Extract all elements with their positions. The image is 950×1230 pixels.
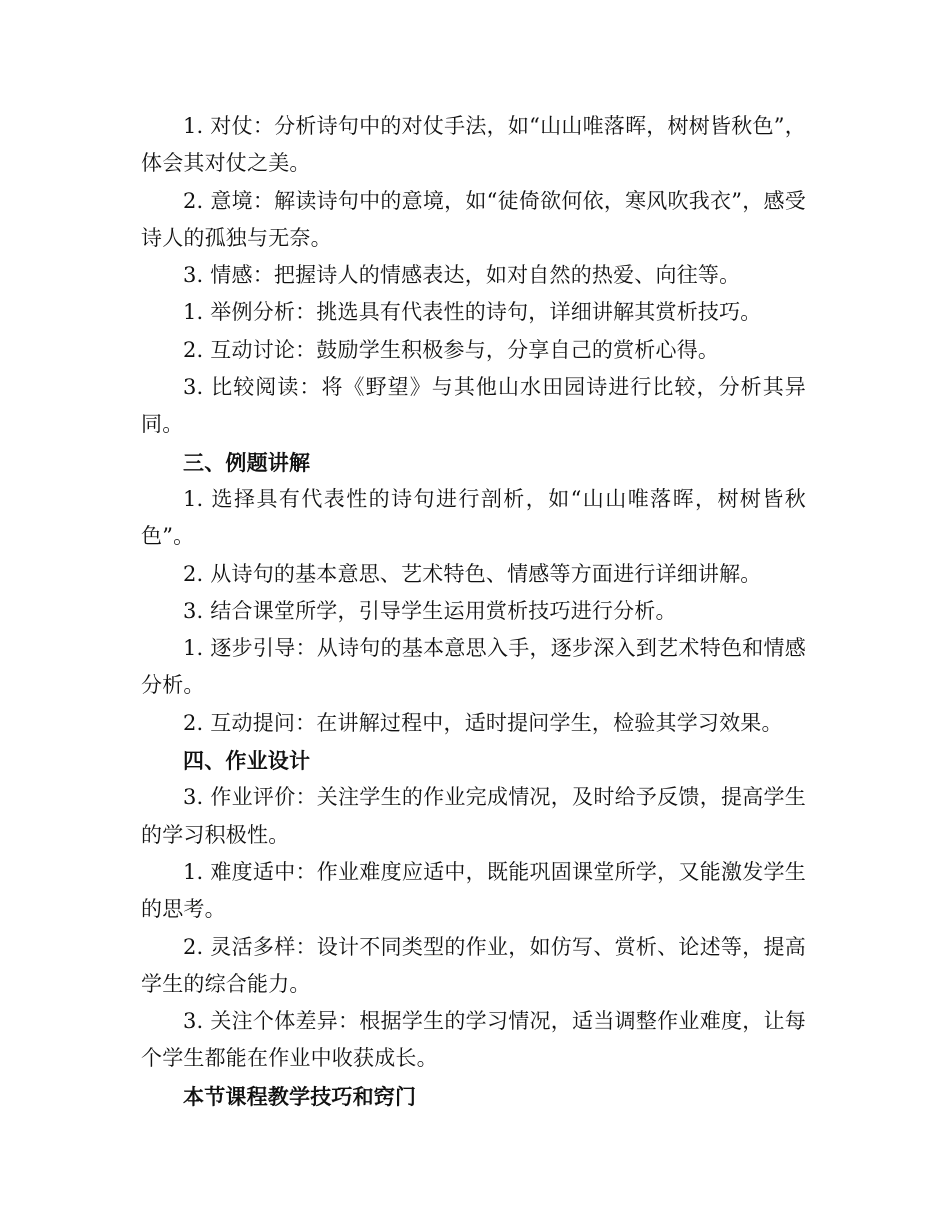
paragraph-interactive-questions: 2. 互动提问：在讲解过程中，适时提问学生，检验其学习效果。 bbox=[183, 710, 783, 735]
paragraph-step-guidance: 1. 逐步引导：从诗句的基本意思入手，逐步深入到艺术特色和情感分析。 bbox=[141, 636, 806, 698]
paragraph-comparative-reading: 3. 比较阅读：将《野望》与其他山水田园诗进行比较，分析其异同。 bbox=[141, 375, 806, 437]
paragraph-homework-evaluation: 3. 作业评价：关注学生的作业完成情况，及时给予反馈，提高学生的学习积极性。 bbox=[141, 785, 806, 847]
paragraph-detailed-explanation: 2. 从诗句的基本意思、艺术特色、情感等方面进行详细讲解。 bbox=[183, 561, 762, 586]
paragraph-duizhang: 1. 对仗：分析诗句中的对仗手法，如“山山唯落晖，树树皆秋色”，体会其对仗之美。 bbox=[141, 114, 806, 176]
paragraph-individual-differences: 3. 关注个体差异：根据学生的学习情况，适当调整作业难度，让每个学生都能在作业中收获成长。 bbox=[141, 1009, 806, 1071]
paragraph-interactive-discussion: 2. 互动讨论：鼓励学生积极参与，分享自己的赏析心得。 bbox=[183, 337, 720, 362]
section-heading-homework: 四、作业设计 bbox=[183, 748, 311, 774]
paragraph-flexible-variety: 2. 灵活多样：设计不同类型的作业，如仿写、赏析、论述等，提高学生的综合能力。 bbox=[141, 934, 806, 996]
paragraph-apply-skills: 3. 结合课堂所学，引导学生运用赏析技巧进行分析。 bbox=[183, 598, 677, 623]
document-body bbox=[141, 108, 806, 1115]
paragraph-select-lines: 1. 选择具有代表性的诗句进行剖析，如“山山唯落晖，树树皆秋色”。 bbox=[141, 486, 806, 549]
section-heading-examples: 三、例题讲解 bbox=[183, 449, 311, 475]
paragraph-qinggan: 3. 情感：把握诗人的情感表达，如对自然的热爱、向往等。 bbox=[183, 263, 741, 288]
paragraph-moderate-difficulty: 1. 难度适中：作业难度应适中，既能巩固课堂所学，又能激发学生的思考。 bbox=[141, 859, 806, 922]
paragraph-yijing: 2. 意境：解读诗句中的意境，如“徒倚欲何依，寒风吹我衣”，感受诗人的孤独与无奈。 bbox=[141, 188, 806, 250]
paragraph-example-analysis: 1. 举例分析：挑选具有代表性的诗句，详细讲解其赏析技巧。 bbox=[183, 300, 762, 325]
section-heading-teaching-tips: 本节课程教学技巧和窍门 bbox=[183, 1083, 417, 1109]
